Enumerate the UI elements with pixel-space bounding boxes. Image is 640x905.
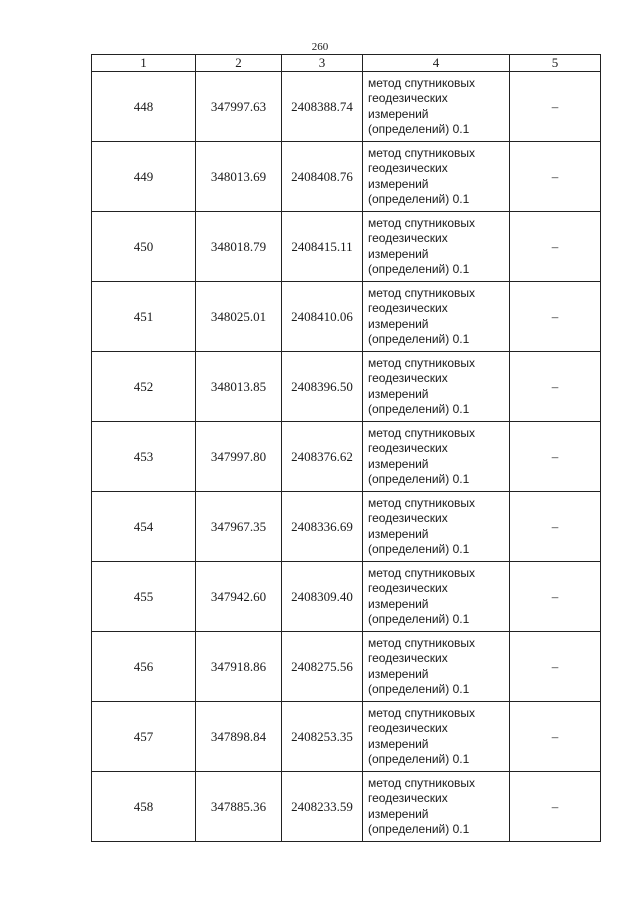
method-line: (определений) 0.1 [368,262,470,276]
point-number-cell: 454 [92,492,196,562]
method-line: метод спутниковых [368,425,476,440]
x-coordinate-cell: 348013.85 [196,352,282,422]
note-cell: – [510,702,601,772]
method-line: (определений) 0.1 [368,682,470,696]
x-coordinate-cell: 347885.36 [196,772,282,842]
method-line: измерений [368,106,429,121]
method-line: (определений) 0.1 [368,472,470,486]
method-cell [363,632,510,702]
method-line: измерений [368,456,429,471]
column-header-3: 3 [282,55,363,72]
method-line: измерений [368,666,429,681]
method-line: геодезических [368,441,448,455]
y-coordinate-cell: 2408388.74 [282,72,363,142]
column-header-4: 4 [363,55,510,72]
table-row [92,212,601,282]
method-cell [363,492,510,562]
page-number: 260 [311,41,329,53]
y-coordinate-cell: 2408410.06 [282,282,363,352]
x-coordinate-cell: 347997.80 [196,422,282,492]
method-line: (определений) 0.1 [368,822,470,836]
y-coordinate-cell: 2408396.50 [282,352,363,422]
table-row [92,562,601,632]
point-number-cell: 450 [92,212,196,282]
column-header-5: 5 [510,55,601,72]
method-line: измерений [368,596,429,611]
point-number-cell: 455 [92,562,196,632]
point-number-cell: 452 [92,352,196,422]
column-header-2: 2 [196,55,282,72]
x-coordinate-cell: 347942.60 [196,562,282,632]
method-line: измерений [368,176,429,191]
point-number-cell: 449 [92,142,196,212]
method-line: (определений) 0.1 [368,122,470,136]
point-number-cell: 457 [92,702,196,772]
table-row [92,72,601,142]
method-line: (определений) 0.1 [368,402,470,416]
method-cell [363,352,510,422]
method-cell [363,562,510,632]
note-cell: – [510,212,601,282]
table-header-row [92,55,601,72]
method-line: (определений) 0.1 [368,752,470,766]
table-row [92,142,601,212]
method-line: метод спутниковых [368,145,476,160]
method-line: метод спутниковых [368,635,476,650]
point-number-cell: 453 [92,422,196,492]
y-coordinate-cell: 2408233.59 [282,772,363,842]
y-coordinate-cell: 2408253.35 [282,702,363,772]
note-cell: – [510,562,601,632]
point-number-cell: 451 [92,282,196,352]
x-coordinate-cell: 347898.84 [196,702,282,772]
method-cell [363,702,510,772]
method-line: (определений) 0.1 [368,192,470,206]
method-line: измерений [368,316,429,331]
method-line: геодезических [368,581,448,595]
table-row [92,702,601,772]
y-coordinate-cell: 2408408.76 [282,142,363,212]
x-coordinate-cell: 348013.69 [196,142,282,212]
note-cell: – [510,422,601,492]
method-line: измерений [368,736,429,751]
method-cell [363,282,510,352]
method-line: (определений) 0.1 [368,612,470,626]
point-number-cell: 448 [92,72,196,142]
method-cell [363,772,510,842]
table-row [92,492,601,562]
method-line: геодезических [368,91,448,105]
note-cell: – [510,632,601,702]
method-cell [363,142,510,212]
y-coordinate-cell: 2408275.56 [282,632,363,702]
method-line: измерений [368,806,429,821]
table-row [92,282,601,352]
method-line: метод спутниковых [368,75,476,90]
coordinates-table [91,54,601,842]
method-line: (определений) 0.1 [368,332,470,346]
method-line: метод спутниковых [368,355,476,370]
x-coordinate-cell: 347918.86 [196,632,282,702]
x-coordinate-cell: 347967.35 [196,492,282,562]
note-cell: – [510,772,601,842]
method-line: измерений [368,386,429,401]
table-row [92,632,601,702]
note-cell: – [510,282,601,352]
method-line: геодезических [368,231,448,245]
table-row [92,352,601,422]
table-row [92,422,601,492]
method-line: измерений [368,246,429,261]
y-coordinate-cell: 2408309.40 [282,562,363,632]
y-coordinate-cell: 2408415.11 [282,212,363,282]
method-line: геодезических [368,371,448,385]
method-cell [363,422,510,492]
method-line: метод спутниковых [368,705,476,720]
note-cell: – [510,352,601,422]
method-line: геодезических [368,511,448,525]
x-coordinate-cell: 348025.01 [196,282,282,352]
note-cell: – [510,72,601,142]
note-cell: – [510,142,601,212]
method-line: метод спутниковых [368,285,476,300]
x-coordinate-cell: 348018.79 [196,212,282,282]
x-coordinate-cell: 347997.63 [196,72,282,142]
point-number-cell: 456 [92,632,196,702]
note-cell: – [510,492,601,562]
method-cell [363,72,510,142]
method-line: геодезических [368,651,448,665]
y-coordinate-cell: 2408376.62 [282,422,363,492]
method-line: геодезических [368,791,448,805]
method-line: геодезических [368,721,448,735]
method-line: метод спутниковых [368,495,476,510]
method-line: измерений [368,526,429,541]
method-line: геодезических [368,161,448,175]
table-row [92,772,601,842]
method-line: (определений) 0.1 [368,542,470,556]
method-line: метод спутниковых [368,565,476,580]
method-line: геодезических [368,301,448,315]
column-header-1: 1 [92,55,196,72]
method-line: метод спутниковых [368,775,476,790]
point-number-cell: 458 [92,772,196,842]
table-body [92,72,601,842]
y-coordinate-cell: 2408336.69 [282,492,363,562]
method-cell [363,212,510,282]
method-line: метод спутниковых [368,215,476,230]
